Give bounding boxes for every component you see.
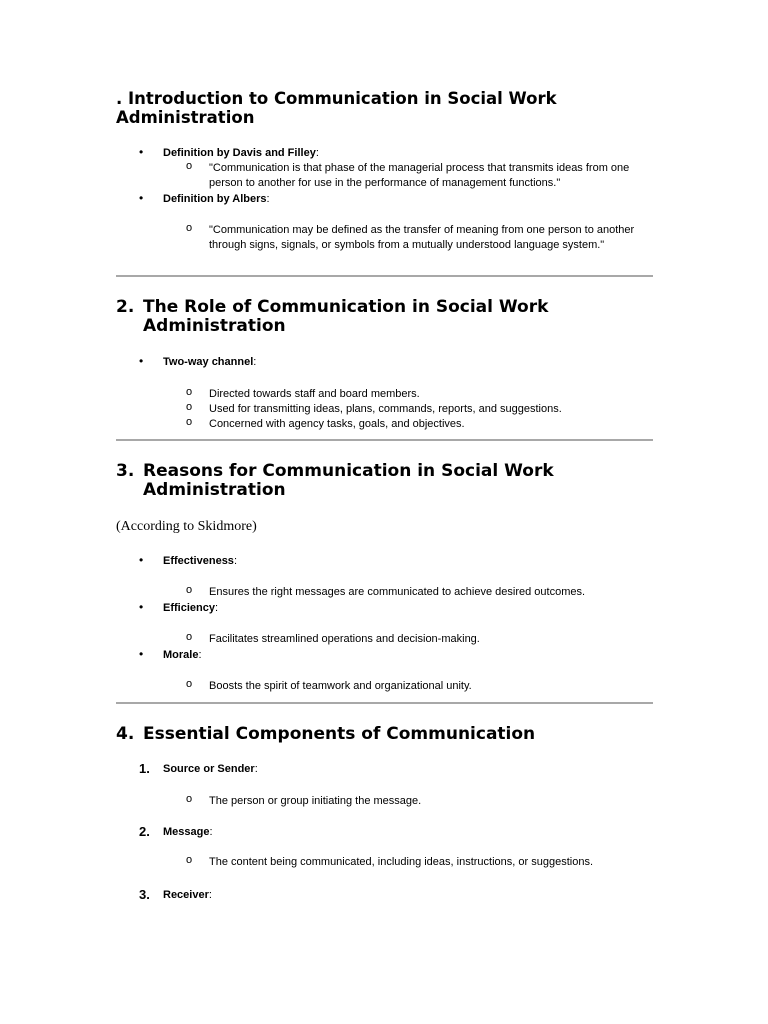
sub-bullet-text: The content being communicated, including ideas, instructions, or suggestions.	[209, 856, 593, 868]
sub-bullet-item	[186, 387, 636, 402]
section-1-number: .	[116, 89, 123, 108]
sub-bullet-text: Directed towards staff and board members.	[209, 388, 420, 400]
section-3-number: 3.	[116, 461, 135, 481]
source-note: (According to Skidmore)	[116, 519, 257, 534]
label-separator: :	[198, 649, 202, 661]
sub-bullet-text: "Communication may be defined as the transfer of meaning from one person to another through signs, signals, or symbols from a mutually understood language system."	[209, 224, 635, 251]
label-separator: :	[214, 602, 219, 614]
sub-bullet-item	[186, 679, 636, 694]
bullet-label: Two-way channel	[163, 356, 254, 368]
sub-bullet-item	[186, 794, 636, 809]
bullet-label: Definition by Albers	[163, 193, 267, 205]
sub-bullet-item	[186, 402, 636, 417]
item-label: Source or Sender	[163, 763, 255, 775]
bullet-label: Morale	[163, 649, 199, 661]
sub-bullet-item	[186, 161, 636, 191]
item-number: 1.	[139, 761, 150, 776]
sub-bullet-item	[186, 585, 636, 600]
sub-bullet-text: The person or group initiating the message.	[209, 795, 422, 807]
sub-bullet-item	[186, 632, 636, 647]
section-2-heading	[116, 298, 656, 336]
sub-bullet-text: Boosts the spirit of teamwork and organizational unity.	[209, 680, 472, 692]
label-separator: :	[266, 193, 270, 205]
section-2-number: 2.	[116, 297, 135, 317]
label-separator: :	[253, 356, 257, 368]
sub-bullet-text: "Communication is that phase of the managerial process that transmits ideas from one person to another for use in the performance of management functions."	[209, 162, 630, 189]
bullet-label: Efficiency	[163, 602, 215, 614]
section-2-title-cont: Administration	[143, 316, 286, 336]
bullet-icon: •	[139, 600, 144, 614]
item-number: 2.	[139, 824, 150, 839]
label-separator: :	[208, 889, 212, 901]
section-3-heading	[116, 462, 656, 500]
sub-bullet-icon: o	[186, 222, 193, 234]
item-label: Receiver	[163, 889, 209, 901]
bullet-label: Effectiveness	[163, 555, 234, 567]
sub-bullet-icon: o	[186, 584, 193, 596]
sub-bullet-item	[186, 223, 636, 253]
section-divider	[116, 439, 653, 441]
section-2-title: The Role of Communication in Social Work	[143, 297, 549, 317]
sub-bullet-icon: o	[186, 678, 193, 690]
sub-bullet-icon: o	[186, 401, 193, 413]
bullet-icon: •	[139, 191, 144, 205]
section-4-number: 4.	[116, 724, 135, 744]
section-divider	[116, 702, 653, 704]
bullet-label: Definition by Davis and Filley	[163, 147, 316, 159]
sub-bullet-icon: o	[186, 631, 193, 643]
sub-bullet-text: Facilitates streamlined operations and decision-making.	[209, 633, 480, 645]
sub-bullet-icon: o	[186, 416, 193, 428]
section-3-title: Reasons for Communication in Social Work	[143, 461, 554, 481]
bullet-icon: •	[139, 647, 144, 661]
label-separator: :	[209, 826, 213, 838]
bullet-icon: •	[139, 354, 144, 368]
sub-bullet-icon: o	[186, 854, 193, 866]
item-number: 3.	[139, 887, 150, 902]
section-1-heading	[116, 89, 656, 127]
sub-bullet-text: Used for transmitting ideas, plans, commands, reports, and suggestions.	[209, 403, 562, 415]
sub-bullet-item	[186, 855, 636, 870]
bullet-icon: •	[139, 145, 144, 159]
label-separator: :	[233, 555, 237, 567]
section-1-title-cont: Administration	[116, 108, 255, 127]
section-4-heading	[116, 725, 656, 744]
label-separator: :	[254, 763, 258, 775]
sub-bullet-icon: o	[186, 793, 193, 805]
section-1-title: Introduction to Communication in Social Work	[128, 89, 557, 108]
sub-bullet-text: Ensures the right messages are communicated to achieve desired outcomes.	[209, 586, 586, 598]
bullet-icon: •	[139, 553, 144, 567]
sub-bullet-text: Concerned with agency tasks, goals, and objectives.	[209, 418, 465, 430]
label-separator: :	[315, 147, 319, 159]
section-3-title-cont: Administration	[143, 480, 286, 500]
sub-bullet-icon: o	[186, 160, 193, 172]
section-4-title: Essential Components of Communication	[143, 724, 536, 744]
sub-bullet-icon: o	[186, 386, 193, 398]
section-divider	[116, 275, 653, 277]
sub-bullet-item	[186, 417, 636, 432]
item-label: Message	[163, 826, 210, 838]
